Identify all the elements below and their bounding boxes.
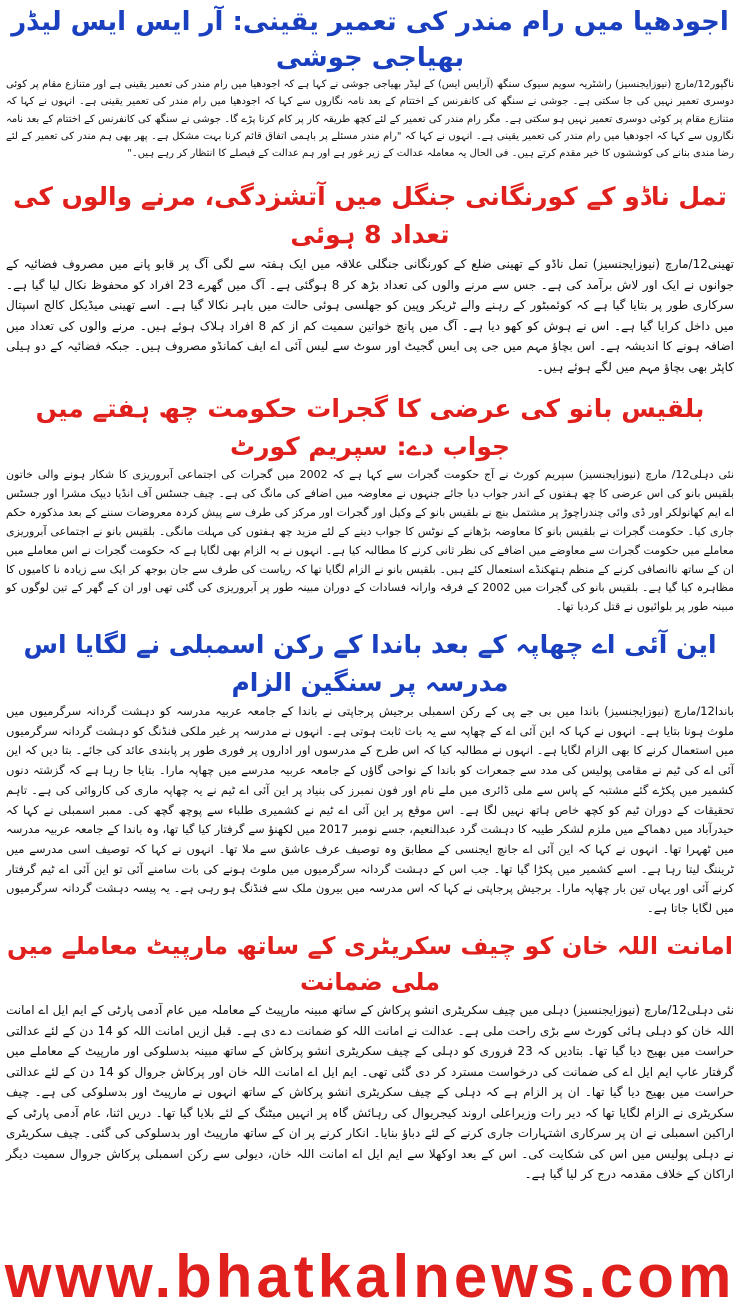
story-headline: تمل ناڈو کے کورنگانی جنگل میں آتشزدگی، مرنے والوں کی تعداد 8 ہوئی (13, 182, 727, 249)
news-story (6, 390, 734, 620)
story-body: تھینی12/مارچ (نیوزایجنسیز) تمل ناڈو کے تھینی ضلع کے کورنگانی جنگلی علاقہ میں ایک ہفتہ سے لگی آگ پر قابو پانے میں مصروف فضائیہ کے جوانوں نے ایک اور لاش برآمد کی ہے۔ جس سے مرنے والوں کی تعداد بڑھ کر 8 ہوگئی ہے۔ آگ میں گھرے 23 افراد کو محفوظ نکال لیا گیا ہے۔ سرکاری طور پر بتایا گیا ہے کہ کوئمبٹور کے رہنے والے ٹریکر وپین کو جھلسی ہوئی حالت میں باہر نکالا گیا ہے۔ اسے تھینی میڈیکل کالج اسپتال میں داخل کرایا گیا ہے۔ اس نے ہوش کو کھو دیا ہے۔ آگ میں پانچ خواتین سمیت کم از کم 8 افراد ہلاک ہوئے ہیں۔ مرنے والوں کی تعداد میں اضافہ ہونے کا اندیشہ ہے۔ اس بچاؤ مہم میں جی پی ایس گجیٹ اور سوٹ سے لیس آئی اے ایف کمانڈو مصروف ہیں۔ جبکہ فضائیہ کے دو ہیلی کاپٹر بھی بچاؤ مہم میں لگے ہوئے ہیں۔ (6, 257, 734, 374)
story-body: باندا12/مارچ (نیوزایجنسیز) باندا میں بی جے پی کے رکن اسمبلی برجیش پرجاپتی نے باندا کے جامعہ عربیہ مدرسہ کو دہشت گردانہ سرگرمیوں میں ملوث ہونا بتایا ہے۔ انہوں نے کہا کہ این آئی اے کے چھاپہ سے یہ بات ثابت ہوتی ہے۔ انہوں نے مدرسہ پر غیر ملکی فنڈنگ کو دہشت گردانہ سرگرمیوں میں استعمال کرنے کا بھی الزام لگایا ہے۔ انہوں نے مطالبہ کیا کہ اس طرح کے مدرسوں اور اداروں پر فوری طور پر پابندی عائد کی جائے۔ بتا دیں کہ این آئی اے کی ٹیم نے مقامی پولیس کی مدد سے جمعرات کو باندا کے نواحی گاؤں کے جامعہ عربیہ مدرسے میں چھاپہ مارا۔ بتایا جا رہا ہے کہ گزشتہ دنوں کشمیر میں پکڑے گئے مشتبہ کے پاس سے ملی ڈائری میں ملے نام اور فون نمبرز کی بنیاد پر این آئی اے ٹیم نے یہ چھاپہ ماری کی کاروائی کی ہے۔ تاہم تحقیقات کے دوران ٹیم کو کچھ خاص ہاتھ نہیں لگا ہے۔ اس موقع پر این آئی اے ٹیم نے کشمیری طلباء سے پوچھ گچھ کی۔ ممبر اسمبلی نے کہا کہ حیدرآباد میں دھماکے میں ملزم لشکر طیبہ کا دہشت گرد عبدالنعیم، جسے نومبر 2017 میں لکھنؤ سے گرفتار کیا گیا تھا، وہ باندا کے جامعہ عربیہ مدرسہ میں ٹھہرا تھا۔ انہوں نے کہا کہ این آئی اے جانچ ایجنسی کے مطابق وہ توصیف عرف عاشق سے ملا تھا۔ انہوں نے کہا کہ توصیف اسی مدرسے میں ٹریننگ لیتا رہا ہے۔ اسے کشمیر میں پکڑا گیا تھا۔ جب اس کے دہشت گردانہ سرگرمیوں میں ملوث ہونے کی بات سامنے آئی تو این آئی اے ٹیم گرفتار کرنے آئی اور یہاں تین بار چھاپہ مارا۔ برجیش پرجاپتی نے کہا کہ اس مدرسہ میں بیرون ملک سے فنڈنگ ہو رہی ہے۔ یہ پیسہ دہشت گردانہ سرگرمیوں میں لگایا جاتا ہے۔ (6, 704, 735, 916)
story-headline: امانت اللہ خان کو چیف سکریٹری کے ساتھ مارپیٹ معاملے میں ملی ضمانت (7, 932, 733, 996)
news-story (6, 928, 734, 1198)
story-headline: اجودھیا میں رام مندر کی تعمیر یقینی: آر ایس ایس لیڈر بھیاجی جوشی (11, 7, 729, 73)
news-story (6, 178, 734, 378)
news-story (6, 4, 734, 174)
story-body: ناگپور12/مارچ (نیوزایجنسیز) راشٹریہ سویم سیوک سنگھ (آرایس ایس) کے لیڈر بھیاجی جوشی نے کہا ہے کہ اجودھیا میں رام مندر کی تعمیر یقینی ہے اور متنازع مقام پر کوئی دوسری تعمیر نہیں کی جا سکتی ہے۔ جوشی نے سنگھ کی کانفرنس کے اختتام کے بعد نامہ نگاروں سے کہا کہ اجودھیا میں رام مندر کی تعمیر یقینی ہے۔ انہوں نے کہا کہ متنازع مقام پر کوئی دوسری تعمیر نہیں ہو سکتی ہے۔ مگر رام مندر کی تعمیر کے لئے کچھ طریقہ کار پر کام کرنا پڑے گا۔ جوشی نے سنگھ کی کانفرنس کے اختتام کے بعد نامہ نگاروں سے کہا کہ اجودھیا میں رام مندر کی تعمیر یقینی ہے۔ انہوں نے کہا کہ "رام مندر مسئلے پر باہمی اتفاق قائم کرنا بہت مشکل ہے۔ پھر بھی ہم مندر کی تعمیر کے لئے رضا مندی بنانے کی کوششوں کا خیر مقدم کرتے ہیں۔ فی الحال یہ معاملہ عدالت کے زیر غور ہے اور ہم عدالت کے فیصلے کا انتظار کر رہے ہیں۔" (6, 79, 734, 160)
story-body: نئی دہلی12/مارچ (نیوزایجنسیز) دہلی میں چیف سکریٹری انشو پرکاش کے ساتھ مبینہ مارپیٹ کے معاملہ میں عام آدمی پارٹی کے ایم ایل اے امانت اللہ خان کو دہلی ہائی کورٹ سے بڑی راحت ملی ہے۔ عدالت نے امانت اللہ کو ضمانت دے دی ہے۔ قبل ازیں امانت اللہ کو 14 دن کے لئے عدالتی حراست میں بھیج دیا گیا تھا۔ بتادیں کہ 23 فروری کو دہلی کے چیف سکریٹری انشو پرکاش کے ساتھ مبینہ بدسلوکی اور مارپیٹ کے معاملے میں گرفتار عاپ ایم ایل اے کی ضمانت کی درخواست مسترد کر دی گئی تھی۔ ایم ایل اے امانت اللہ خان اور پرکاش جروال کو 14 دن کے لئے عدالتی حراست میں بھیج دیا گیا تھا۔ ان پر الزام ہے کہ دہلی کے چیف سکریٹری انشو پرکاش کے ساتھ انہوں نے مارپیٹ اور بدسلوکی کی ہے۔ چیف سکریٹری نے الزام لگایا تھا کہ دیر رات وزیراعلی اروند کیجریوال کی رہائش گاہ پر انہیں میٹنگ کے لئے بلایا گیا تھا۔ دریں اثنا، عام آدمی پارٹی کے اراکین اسمبلی نے ان پر سرکاری اشتہارات جاری کرنے کے لئے دباؤ بنایا۔ انکار کرنے پر ان کے ساتھ مارپیٹ اور بدسلوکی کی گئی۔ چیف سکریٹری نے دہلی پولیس میں اس کی شکایت کی۔ اس کے بعد اوکھلا سے ایم ایل اے امانت اللہ خان، دیولی سے رکن اسمبلی پرکاش جروال سمیت دیگر اراکان کے خلاف مقدمہ درج کر لیا گیا ہے۔ (6, 1003, 735, 1181)
story-body: نئی دہلی12/ مارچ (نیوزایجنسیز) سپریم کورٹ نے آج حکومت گجرات سے کہا ہے کہ 2002 میں گجرات کی اجتماعی آبروریزی کا شکار ہونے والی خاتون بلقیس بانو کی اس عرضی کا چھ ہفتوں کے اندر جواب دیا جائے جنہوں نے معاوضہ میں اضافے کی مانگ کی ہے۔ چیف جسٹس آف انڈیا دیپک مشرا اور جسٹس اے ایم کھانولکر اور ڈی وائی چندراچوڑ پر مشتمل بنچ نے بلقیس بانو کے وکیل اور گجرات اور مرکز کی طرف سے پیش کردہ معروضات سننے کے بعد مذکورہ حکم جاری کیا۔ حکومت گجرات نے بلقیس بانو کا معاوضہ بڑھانے کے نوٹس کا جواب دینے کے لئے مزید چھ ہفتوں کی مہلت مانگی۔ بلقیس بانو نے اجتماعی آبروریزی معاملے میں حکومت گجرات سے معاوضے میں اضافے کی نظر ثانی کرنے کا مطالبہ کیا ہے۔ انہوں نے یہ الزام بھی لگایا ہے کہ حکومت گجرات نے اس معاملے میں ان کے ساتھ ناانصافی کرنے کے منظم ہتھکنڈے استعمال کئے ہیں۔ بلقیس بانو نے الزام لگایا تھا کہ ریاست کی طرف سے جان بوجھ کر ایک سے زیادہ نا کامیوں کا مظاہرہ کیا گیا ہے۔ بلقیس بانو کی گجرات میں 2002 کے فرقہ وارانہ فسادات کے دوران مبینہ طور پر آبروریزی کی گئی تھی اور ان کے گھر کے تین لوگوں کو مبینہ طور پر بلوائیوں نے قتل کردیا تھا۔ (6, 468, 735, 614)
news-story (6, 626, 734, 922)
story-headline: بلقیس بانو کی عرضی کا گجرات حکومت چھ ہفتے میں جواب دے: سپریم کورٹ (35, 394, 705, 461)
story-headline: این آئی اے چھاپہ کے بعد باندا کے رکن اسمبلی نے لگایا اس مدرسہ پر سنگین الزام (23, 630, 717, 697)
website-banner: www.bhatkalnews.com (4, 1243, 736, 1310)
